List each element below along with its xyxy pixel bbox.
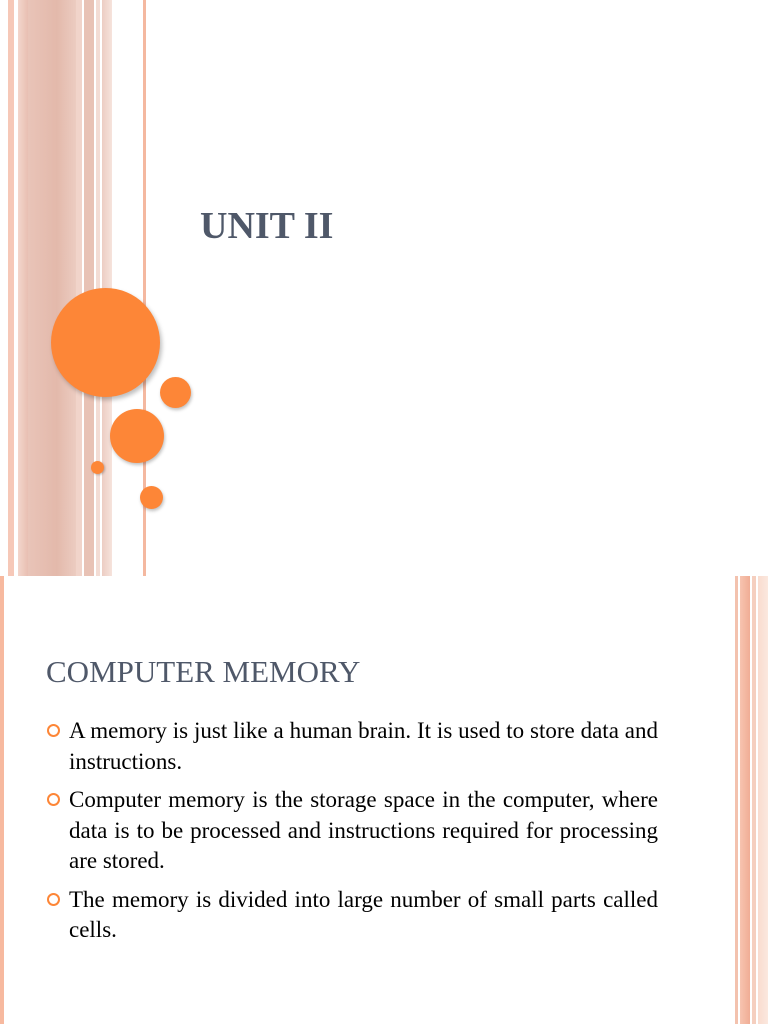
bullet-text: A memory is just like a human brain. It is used to store data and instructions.	[69, 718, 658, 774]
orange-ring-icon	[47, 724, 60, 737]
decorative-stripe	[76, 0, 82, 576]
decorative-stripe	[758, 576, 768, 1024]
bullet-text: The memory is divided into large number of small parts called cells.	[69, 886, 658, 942]
orange-ring-icon	[47, 793, 60, 806]
large-orange-circle-icon	[51, 288, 160, 397]
decorative-stripe	[8, 0, 14, 576]
small-orange-circle-icon	[140, 486, 163, 509]
decorative-stripe	[84, 0, 94, 576]
decorative-stripe	[740, 576, 750, 1024]
tiny-orange-circle-icon	[91, 461, 104, 474]
small-orange-circle-icon	[160, 377, 191, 408]
medium-orange-circle-icon	[110, 409, 164, 463]
bullet-text: Computer memory is the storage space in the computer, where data is to be processed and instructions required for processing are stored.	[69, 787, 658, 873]
bullet-item	[46, 885, 658, 946]
slide-heading: COMPUTER MEMORY	[46, 654, 361, 689]
content-slide	[0, 576, 768, 1024]
decorative-stripe	[0, 576, 4, 1024]
bullet-list	[46, 716, 658, 954]
slide-title: UNIT II	[200, 205, 334, 247]
decorative-stripe	[18, 0, 28, 576]
bullet-item	[46, 716, 658, 777]
bullet-item	[46, 785, 658, 877]
decorative-stripe	[735, 576, 738, 1024]
decorative-stripe	[752, 576, 756, 1024]
decorative-stripe	[28, 0, 76, 576]
orange-ring-icon	[47, 893, 60, 906]
